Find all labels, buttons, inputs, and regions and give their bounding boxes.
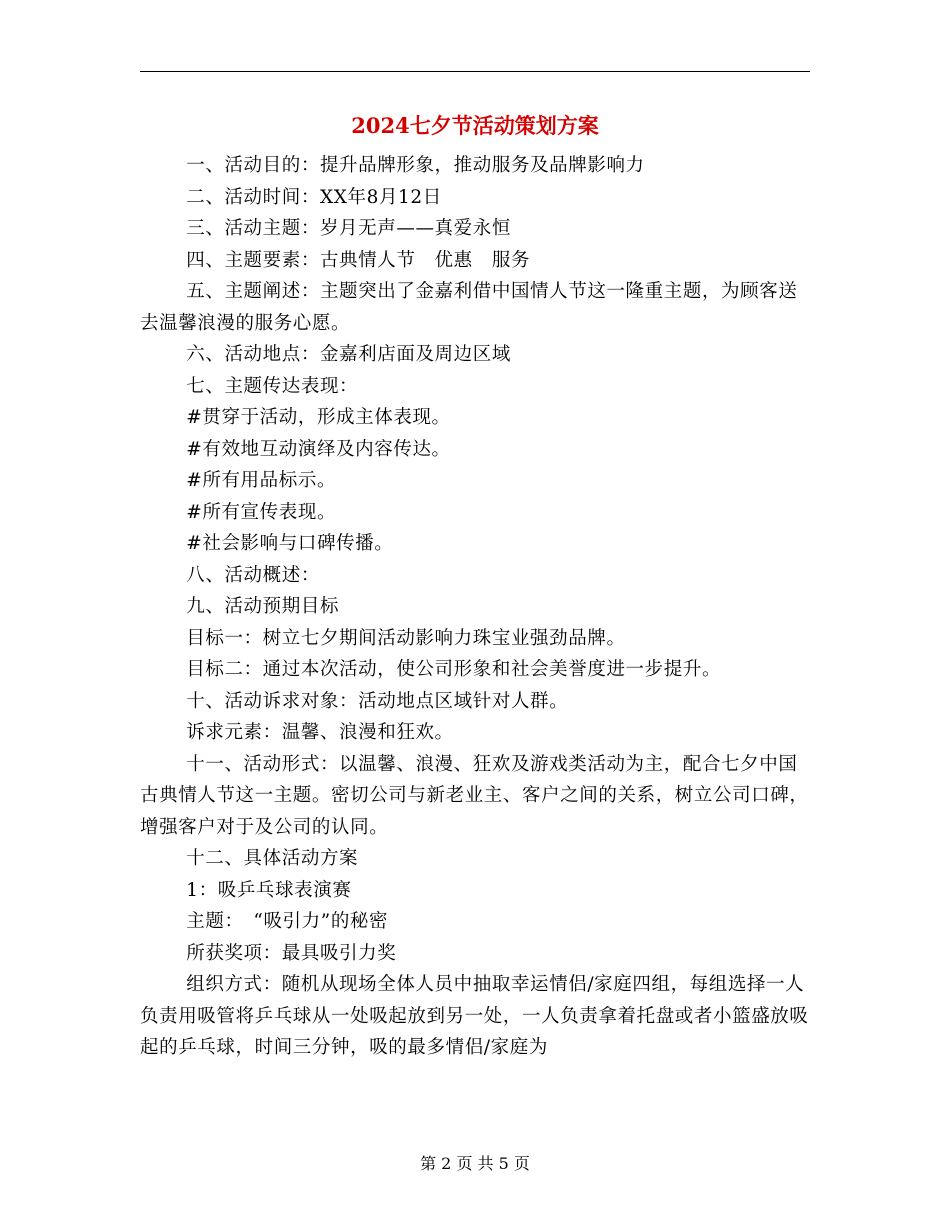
paragraph: 主题： “吸引力”的秘密 bbox=[186, 911, 389, 932]
paragraph: #所有宣传表现。 bbox=[186, 501, 337, 523]
document-title: 2024七夕节活动策划方案 bbox=[351, 113, 599, 138]
paragraph: 二、活动时间：XX年8月12日 bbox=[186, 186, 442, 208]
paragraph: 四、主题要素：古典情人节 优惠 服务 bbox=[186, 249, 531, 271]
document-body bbox=[140, 150, 810, 1064]
paragraph: 十二、具体活动方案 bbox=[186, 848, 359, 869]
paragraph: 1：吸乒乓球表演赛 bbox=[186, 879, 352, 901]
paragraph: 八、活动概述： bbox=[186, 564, 320, 586]
paragraph: #所有用品标示。 bbox=[186, 470, 337, 491]
paragraph: 五、主题阐述：主题突出了金嘉利借中国情人节这一隆重主题，为顾客送去温馨浪漫的服务心愿。 bbox=[140, 281, 798, 334]
paragraph: 目标一：树立七夕期间活动影响力珠宝业强劲品牌。 bbox=[186, 627, 626, 649]
paragraph: 一、活动目的：提升品牌形象，推动服务及品牌影响力 bbox=[186, 155, 645, 176]
paragraph: #贯穿于活动，形成主体表现。 bbox=[186, 407, 451, 428]
paragraph: 诉求元素：温馨、浪漫和狂欢。 bbox=[186, 722, 454, 743]
paragraph: 六、活动地点：金嘉利店面及周边区域 bbox=[186, 344, 511, 365]
paragraph: 九、活动预期目标 bbox=[186, 596, 340, 617]
paragraph: #有效地互动演绎及内容传达。 bbox=[186, 438, 451, 460]
header-rule bbox=[140, 71, 810, 72]
paragraph: 十、活动诉求对象：活动地点区域针对人群。 bbox=[186, 690, 569, 712]
paragraph: 所获奖项：最具吸引力奖 bbox=[186, 942, 397, 964]
paragraph: 七、主题传达表现： bbox=[186, 375, 359, 397]
paragraph: 目标二：通过本次活动，使公司形象和社会美誉度进一步提升。 bbox=[186, 659, 722, 680]
paragraph: 三、活动主题：岁月无声——真爱永恒 bbox=[186, 218, 511, 239]
page-footer: 第 2 页 共 5 页 bbox=[420, 1154, 530, 1173]
paragraph: 十一、活动形式：以温馨、浪漫、狂欢及游戏类活动为主，配合七夕中国古典情人节这一主题。密切公司与新老业主、客户之间的关系，树立公司口碑，增强客户对于及公司的认同。 bbox=[140, 753, 809, 838]
paragraph: #社会影响与口碑传播。 bbox=[186, 533, 394, 554]
paragraph: 组织方式：随机从现场全体人员中抽取幸运情侣/家庭四组，每组选择一人负责用吸管将乒乓球从一处吸起放到另一处，一人负责拿着托盘或者小篮盛放吸起的乒乓球，时间三分钟，吸的最多情侣/家庭为 bbox=[140, 974, 809, 1058]
